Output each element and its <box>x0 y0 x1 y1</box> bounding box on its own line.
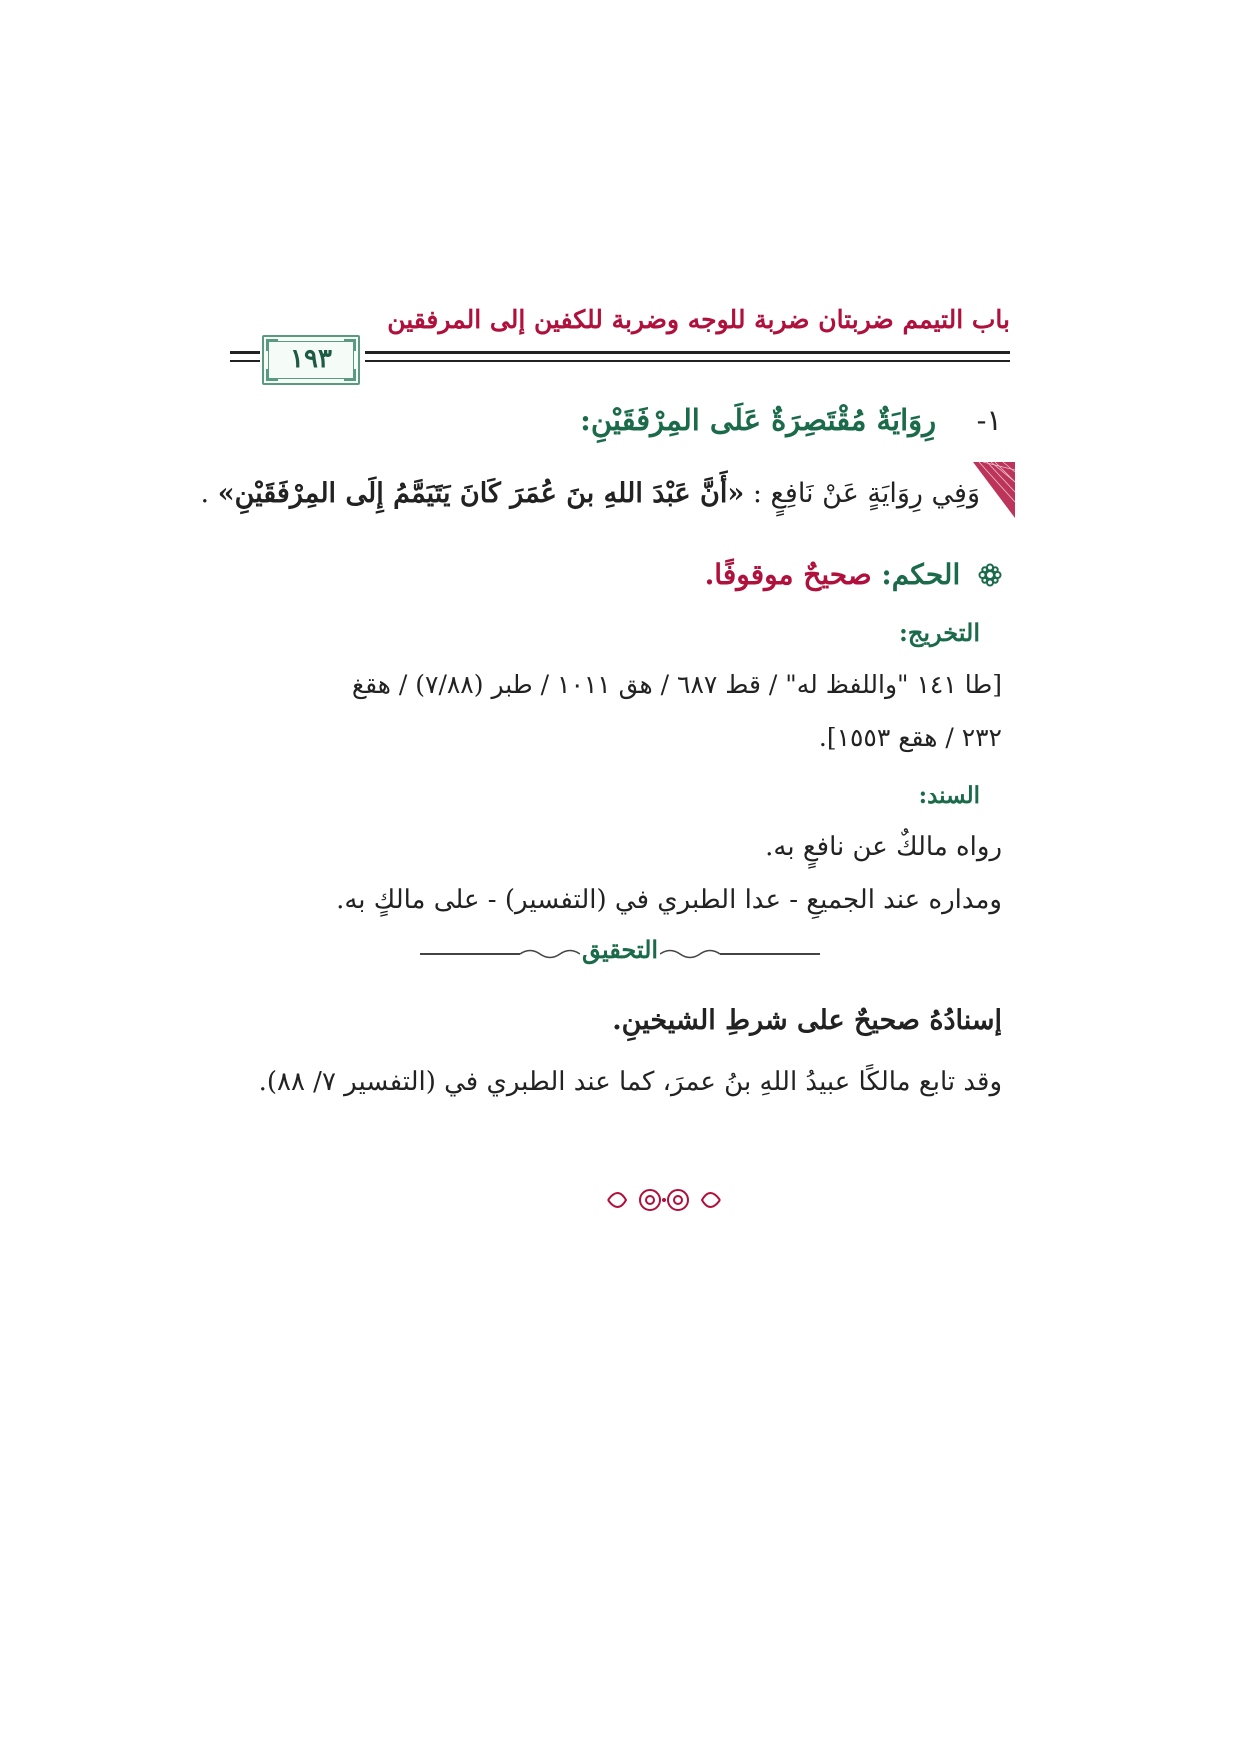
narration-end: . <box>200 478 210 509</box>
flower-ornament-icon <box>978 563 1002 587</box>
section-heading <box>580 403 1002 437</box>
tahqiq-line-1: إسنادُهُ صحيحٌ على شرطِ الشيخينِ. <box>612 1005 1002 1036</box>
section-heading-text: رِوَايَةٌ مُقْتَصِرَةٌ عَلَى المِرْفَقَيْنِ: <box>580 403 937 437</box>
sanad-line-2: ومداره عند الجميعِ - عدا الطبري في (التفسير) - على مالكٍ به. <box>336 885 1002 915</box>
header-rule-left-top <box>230 351 260 354</box>
takhrij-line-1: [طا ١٤١ "واللفظ له" / قط ٦٨٧ / هق ١٠١١ / طبر (٧/٨٨) / هقغ <box>351 670 1002 699</box>
narration-paragraph <box>201 478 981 509</box>
narration-intro: وَفِي رِوَايَةٍ عَنْ نَافِعٍ : <box>752 478 980 509</box>
floral-divider-icon <box>604 1182 724 1218</box>
page-number: ١٩٣ <box>290 344 332 374</box>
ruling-label: الحكم: <box>881 558 961 591</box>
tahqiq-heading: التحقيق <box>581 935 659 964</box>
narration-quote: «أَنَّ عَبْدَ اللهِ بنَ عُمَرَ كَانَ يَتَيَمَّمُ إِلَى المِرْفَقَيْنِ» <box>217 478 745 509</box>
tahqiq-divider-right <box>660 947 820 961</box>
sanad-heading: السند: <box>918 782 980 809</box>
sanad-line-1: رواه مالكٌ عن نافعٍ به. <box>765 832 1002 862</box>
header-rule-right-bottom <box>365 360 1010 362</box>
ruling-line <box>705 558 1002 591</box>
section-number: ١- <box>976 403 1002 437</box>
page-number-badge <box>262 335 360 385</box>
tahqiq-line-2: وقد تابع مالكًا عبيدُ اللهِ بنُ عمرَ، كما عند الطبري في (التفسير ٧/ ٨٨). <box>258 1067 1002 1097</box>
ruling-value: صحيحٌ موقوفًا. <box>704 558 872 591</box>
takhrij-line-2: ٢٣٢ / هقع ١٥٥٣]. <box>818 723 1002 752</box>
takhrij-heading: التخريج: <box>899 618 980 647</box>
header-rule-right-top <box>365 351 1010 354</box>
running-header-title: باب التيمم ضربتان ضربة للوجه وضربة للكفين إلى المرفقين <box>387 305 1010 334</box>
header-rule-left-bottom <box>230 360 260 362</box>
